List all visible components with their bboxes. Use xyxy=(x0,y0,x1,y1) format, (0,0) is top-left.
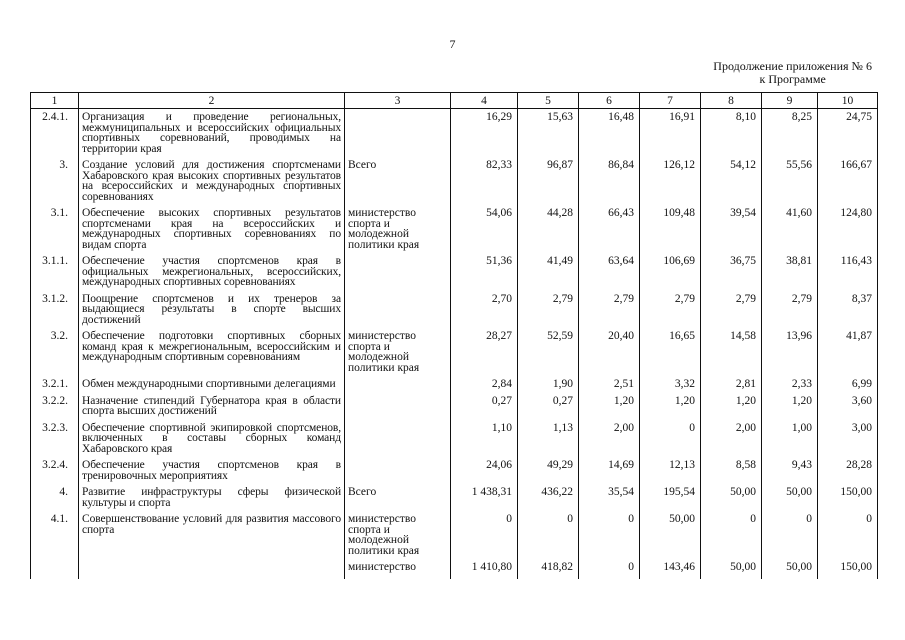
row-value: 41,60 xyxy=(762,208,818,256)
row-value: 0 xyxy=(451,514,518,562)
row-executor: министерство спорта и молодежной политики края xyxy=(345,208,451,256)
row-code: 4.1. xyxy=(31,514,79,562)
row-value: 51,36 xyxy=(451,256,518,294)
row-value: 116,43 xyxy=(818,256,878,294)
row-value: 36,75 xyxy=(701,256,762,294)
row-code: 3.2.1. xyxy=(31,379,79,396)
row-value: 66,43 xyxy=(579,208,640,256)
row-value: 2,79 xyxy=(762,294,818,332)
row-value: 28,27 xyxy=(451,331,518,379)
row-value: 2,70 xyxy=(451,294,518,332)
table-row xyxy=(31,396,878,423)
row-value: 24,75 xyxy=(818,109,878,161)
table-row xyxy=(31,109,878,161)
row-value: 1,90 xyxy=(518,379,579,396)
row-value: 1,20 xyxy=(640,396,701,423)
continuation-line-1: Продолжение приложения № 6 xyxy=(713,59,872,73)
row-value: 49,29 xyxy=(518,460,579,487)
row-executor: министерство xyxy=(345,562,451,579)
row-value: 54,12 xyxy=(701,160,762,208)
row-value: 24,06 xyxy=(451,460,518,487)
row-value: 50,00 xyxy=(762,562,818,579)
row-value: 14,69 xyxy=(579,460,640,487)
page-number: 7 xyxy=(449,37,456,51)
table-row xyxy=(31,294,878,332)
row-value: 39,54 xyxy=(701,208,762,256)
row-value: 0 xyxy=(640,423,701,461)
row-value: 50,00 xyxy=(762,487,818,514)
row-name: Поощрение спортсменов и их тренеров за выдающиеся результаты в спорте высших достижений xyxy=(79,294,345,332)
row-value: 0 xyxy=(762,514,818,562)
row-name: Обеспечение участия спортсменов края в официальных межрегиональных, всероссийских, международных спортивных соревнованиях xyxy=(79,256,345,294)
row-value: 1,20 xyxy=(762,396,818,423)
table-row xyxy=(31,331,878,379)
row-name: Обеспечение спортивной экипировкой спортсменов, включенных в составы сборных команд Хабаровского края xyxy=(79,423,345,461)
row-value: 436,22 xyxy=(518,487,579,514)
row-code: 3.1. xyxy=(31,208,79,256)
row-value: 6,99 xyxy=(818,379,878,396)
table-row xyxy=(31,460,878,487)
row-value: 13,96 xyxy=(762,331,818,379)
row-executor: Всего xyxy=(345,487,451,514)
row-executor: министерство спорта и молодежной политики края xyxy=(345,331,451,379)
row-name: Совершенствование условий для развития массового спорта xyxy=(79,514,345,562)
row-value: 1,13 xyxy=(518,423,579,461)
row-value: 35,54 xyxy=(579,487,640,514)
row-code: 3.2. xyxy=(31,331,79,379)
row-value: 41,49 xyxy=(518,256,579,294)
row-value: 0,27 xyxy=(451,396,518,423)
row-value: 1 410,80 xyxy=(451,562,518,579)
row-value: 82,33 xyxy=(451,160,518,208)
row-value: 8,25 xyxy=(762,109,818,161)
row-value: 14,58 xyxy=(701,331,762,379)
row-value: 1 438,31 xyxy=(451,487,518,514)
row-name: Обеспечение высоких спортивных результатов спортсменами края на всероссийских и международных спортивных соревнованиях по видам спорта xyxy=(79,208,345,256)
table-body xyxy=(31,109,878,579)
row-value: 2,81 xyxy=(701,379,762,396)
program-table xyxy=(30,92,878,579)
row-code: 3.1.2. xyxy=(31,294,79,332)
row-code xyxy=(31,562,79,579)
row-executor xyxy=(345,460,451,487)
row-value: 41,87 xyxy=(818,331,878,379)
table-row xyxy=(31,256,878,294)
header-cell: 8 xyxy=(701,93,762,109)
row-value: 1,00 xyxy=(762,423,818,461)
row-value: 12,13 xyxy=(640,460,701,487)
table-row xyxy=(31,562,878,579)
row-value: 2,84 xyxy=(451,379,518,396)
row-name: Развитие инфраструктуры сферы физической культуры и спорта xyxy=(79,487,345,514)
row-value: 20,40 xyxy=(579,331,640,379)
header-cell: 7 xyxy=(640,93,701,109)
header-cell: 9 xyxy=(762,93,818,109)
row-value: 2,00 xyxy=(579,423,640,461)
row-value: 2,00 xyxy=(701,423,762,461)
row-value: 38,81 xyxy=(762,256,818,294)
table-row xyxy=(31,208,878,256)
row-value: 16,65 xyxy=(640,331,701,379)
row-value: 2,33 xyxy=(762,379,818,396)
header-cell: 10 xyxy=(818,93,878,109)
row-value: 0 xyxy=(579,562,640,579)
row-value: 143,46 xyxy=(640,562,701,579)
row-value: 0 xyxy=(518,514,579,562)
header-cell: 2 xyxy=(79,93,345,109)
table-row xyxy=(31,160,878,208)
row-value: 418,82 xyxy=(518,562,579,579)
row-value: 8,37 xyxy=(818,294,878,332)
row-executor: Всего xyxy=(345,160,451,208)
row-value: 16,48 xyxy=(579,109,640,161)
row-value: 50,00 xyxy=(701,562,762,579)
row-value: 50,00 xyxy=(701,487,762,514)
row-value: 44,28 xyxy=(518,208,579,256)
row-value: 16,91 xyxy=(640,109,701,161)
row-name: Назначение стипендий Губернатора края в области спорта высших достижений xyxy=(79,396,345,423)
row-value: 96,87 xyxy=(518,160,579,208)
row-value: 55,56 xyxy=(762,160,818,208)
row-value: 63,64 xyxy=(579,256,640,294)
row-value: 1,20 xyxy=(579,396,640,423)
header-cell: 3 xyxy=(345,93,451,109)
row-executor xyxy=(345,256,451,294)
table-row xyxy=(31,487,878,514)
row-value: 1,10 xyxy=(451,423,518,461)
row-name xyxy=(79,562,345,579)
row-value: 9,43 xyxy=(762,460,818,487)
row-value: 50,00 xyxy=(640,514,701,562)
row-value: 52,59 xyxy=(518,331,579,379)
row-value: 0 xyxy=(701,514,762,562)
table-row xyxy=(31,514,878,562)
row-value: 2,79 xyxy=(518,294,579,332)
row-code: 3. xyxy=(31,160,79,208)
table-row xyxy=(31,423,878,461)
continuation-line-2: к Программе xyxy=(759,72,826,86)
row-code: 3.1.1. xyxy=(31,256,79,294)
row-value: 8,10 xyxy=(701,109,762,161)
row-executor xyxy=(345,379,451,396)
row-executor: министерство спорта и молодежной политики края xyxy=(345,514,451,562)
row-value: 3,32 xyxy=(640,379,701,396)
row-value: 3,60 xyxy=(818,396,878,423)
header-cell: 4 xyxy=(451,93,518,109)
row-value: 2,79 xyxy=(701,294,762,332)
row-value: 109,48 xyxy=(640,208,701,256)
row-code: 3.2.4. xyxy=(31,460,79,487)
row-executor xyxy=(345,109,451,161)
row-value: 2,51 xyxy=(579,379,640,396)
row-value: 3,00 xyxy=(818,423,878,461)
row-code: 3.2.3. xyxy=(31,423,79,461)
header-cell: 5 xyxy=(518,93,579,109)
row-value: 28,28 xyxy=(818,460,878,487)
header-row xyxy=(31,93,878,109)
row-code: 4. xyxy=(31,487,79,514)
row-code: 2.4.1. xyxy=(31,109,79,161)
row-value: 16,29 xyxy=(451,109,518,161)
row-value: 2,79 xyxy=(640,294,701,332)
row-value: 0 xyxy=(579,514,640,562)
row-name: Обеспечение участия спортсменов края в тренировочных мероприятиях xyxy=(79,460,345,487)
row-executor xyxy=(345,423,451,461)
row-code: 3.2.2. xyxy=(31,396,79,423)
row-name: Обмен международными спортивными делегациями xyxy=(79,379,345,396)
row-name: Создание условий для достижения спортсменами Хабаровского края высоких спортивных результатов на всероссийских и международных спортивных соревнованиях xyxy=(79,160,345,208)
row-value: 124,80 xyxy=(818,208,878,256)
row-executor xyxy=(345,396,451,423)
row-name: Организация и проведение региональных, межмуниципальных и всероссийских официальных спортивных соревнований, проводимых на территории края xyxy=(79,109,345,161)
header-cell: 6 xyxy=(579,93,640,109)
row-value: 86,84 xyxy=(579,160,640,208)
row-value: 0,27 xyxy=(518,396,579,423)
row-value: 126,12 xyxy=(640,160,701,208)
row-executor xyxy=(345,294,451,332)
row-value: 195,54 xyxy=(640,487,701,514)
header-cell: 1 xyxy=(31,93,79,109)
table-row xyxy=(31,379,878,396)
row-value: 8,58 xyxy=(701,460,762,487)
row-name: Обеспечение подготовки спортивных сборных команд края к межрегиональным, всероссийским и международным спортивным соревнованиям xyxy=(79,331,345,379)
row-value: 150,00 xyxy=(818,487,878,514)
row-value: 54,06 xyxy=(451,208,518,256)
row-value: 106,69 xyxy=(640,256,701,294)
row-value: 0 xyxy=(818,514,878,562)
continuation-note xyxy=(713,60,872,86)
row-value: 166,67 xyxy=(818,160,878,208)
row-value: 1,20 xyxy=(701,396,762,423)
row-value: 150,00 xyxy=(818,562,878,579)
row-value: 15,63 xyxy=(518,109,579,161)
row-value: 2,79 xyxy=(579,294,640,332)
